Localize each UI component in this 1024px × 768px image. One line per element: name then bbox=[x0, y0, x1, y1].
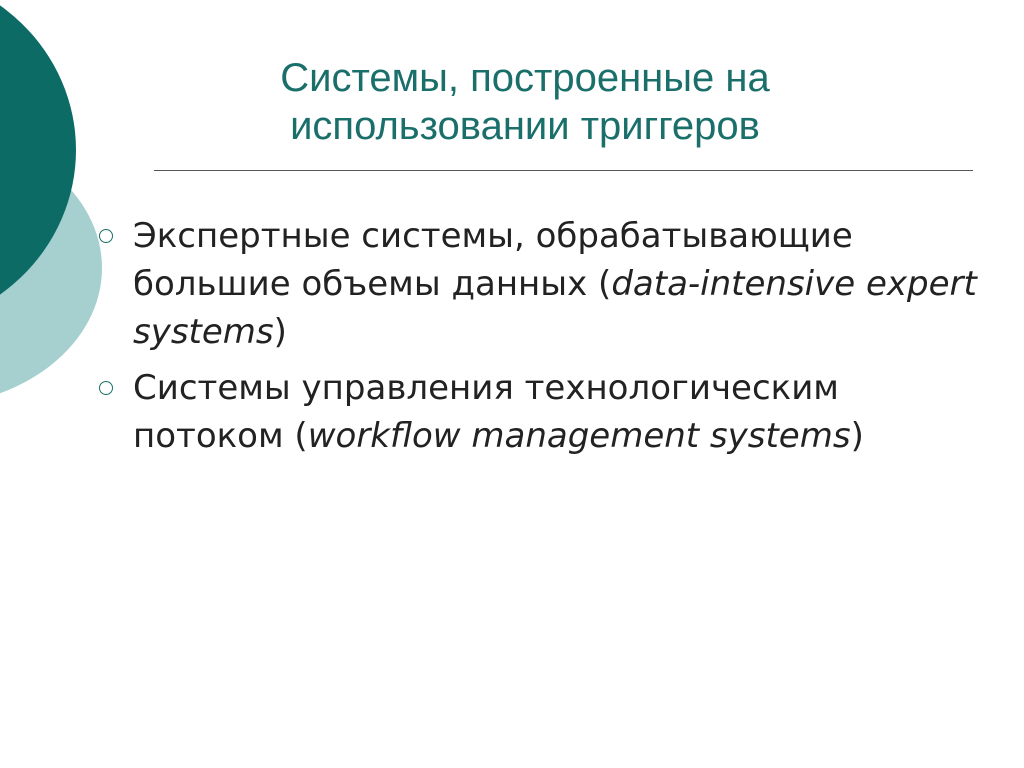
title-line-2: использовании триггеров bbox=[290, 104, 760, 148]
bullet-text-italic: data-intensive expert systems bbox=[133, 264, 977, 352]
bullet-text: Экспертные системы, обрабатывающие большие объемы данных ( bbox=[133, 216, 853, 304]
hollow-circle-icon bbox=[99, 229, 113, 243]
bullet-text: Системы управления технологическим потоком ( bbox=[133, 368, 839, 456]
title-line-1: Системы, построенные на bbox=[280, 56, 770, 100]
bullet-item-workflow-systems bbox=[96, 364, 996, 460]
bullet-list bbox=[96, 212, 996, 468]
bullet-item-expert-systems bbox=[96, 212, 996, 356]
title-divider bbox=[154, 170, 973, 171]
bullet-text-end: ) bbox=[273, 312, 287, 352]
hollow-circle-icon bbox=[99, 381, 113, 395]
slide-title bbox=[160, 54, 890, 150]
bullet-text-end: ) bbox=[850, 416, 864, 456]
bullet-text-italic: workflow management systems bbox=[307, 416, 851, 456]
